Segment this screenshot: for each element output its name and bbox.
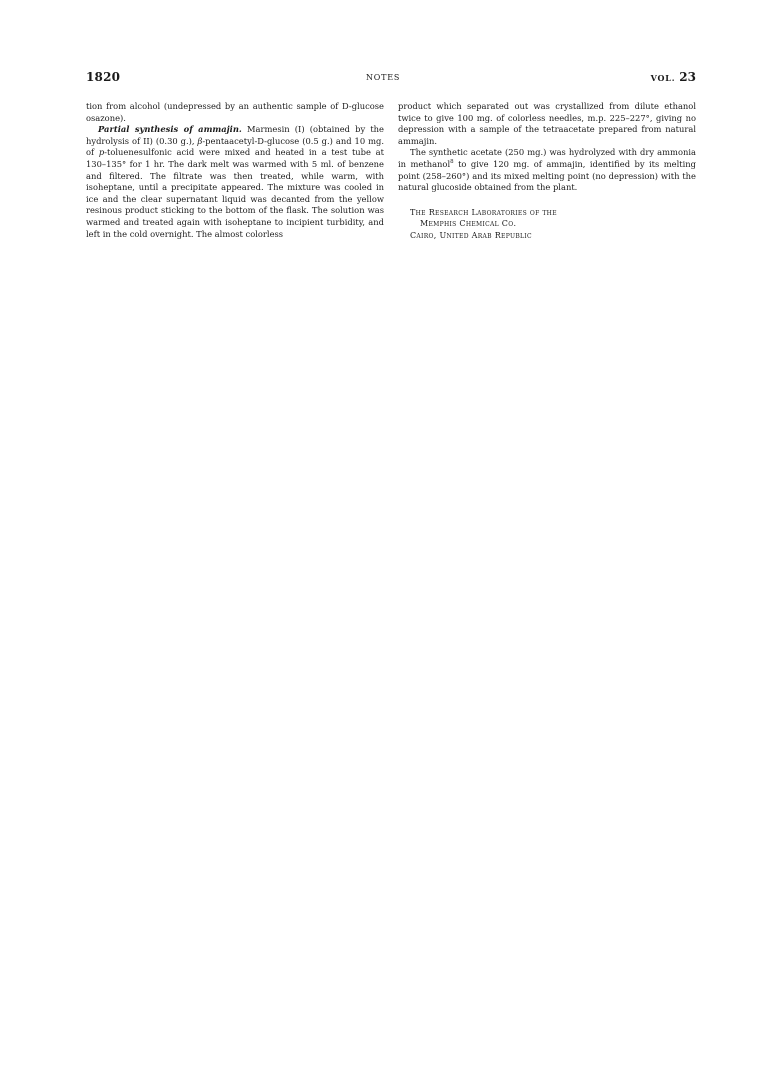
beta-symbol: β (197, 135, 203, 146)
volume-indicator (651, 70, 696, 84)
running-head: NOTES (366, 73, 401, 82)
section-heading: Partial synthesis of ammajin. (98, 124, 242, 135)
page-number: 1820 (86, 70, 121, 84)
affiliation-laboratory: The Research Laboratories of the (410, 207, 557, 217)
paragraph-continuation: tion from alcohol (undepressed by an authentic sample of D-glucose osazone). (86, 101, 384, 123)
page-header (86, 70, 696, 88)
paragraph-hydrolysis (398, 147, 696, 193)
para-prefix: p (98, 147, 105, 158)
affiliation-company: Memphis Chemical Co. (420, 219, 517, 229)
right-column (398, 101, 696, 242)
volume-number: 23 (679, 70, 696, 84)
paragraph-partial-synthesis (86, 124, 384, 240)
affiliation-location: Cairo, United Arab Republic (410, 230, 532, 240)
volume-label: VOL. (650, 73, 676, 83)
left-column (86, 101, 384, 240)
paragraph-text: -pentaacetyl-D-glucose (0.5 g.) and 10 mg. of (86, 135, 384, 158)
paragraph-text: to give 120 mg. of ammajin, identified by its melting point (258–260°) and its mixed melting point (no depression) with the natural glucoside obtained from the plant. (398, 158, 697, 193)
paragraph-text: The synthetic acetate (250 mg.) was hydrolyzed with dry ammonia in methanol (398, 147, 696, 169)
paragraph-continuation: product which separated out was crystallized from dilute ethanol twice to give 100 mg. of colorless needles, m.p. 225–227°, giving no depression with a sample of the tetraacetate prepared from natural ammajin. (398, 101, 696, 146)
footnote-reference: 8 (450, 159, 454, 166)
paragraph-text: -toluenesulfonic acid were mixed and heated in a test tube at 130–135° for 1 hr. The dark melt was warmed with 5 ml. of benzene and filtered. The filtrate was then treated, while warm, with isoheptane, until a precipitate appeared. The mixture was cooled in ice and the clear supernatant liquid was decanted from the yellow resinous product sticking to the bottom of the flask. The solution was warmed and treated again with isoheptane to incipient turbidity, and left in the cold overnight. The almost colorless (86, 147, 384, 239)
affiliation-block (398, 207, 696, 242)
paragraph-text: Marmesin (I) (obtained by the hydrolysis of II) (0.30 g.), (86, 124, 384, 146)
